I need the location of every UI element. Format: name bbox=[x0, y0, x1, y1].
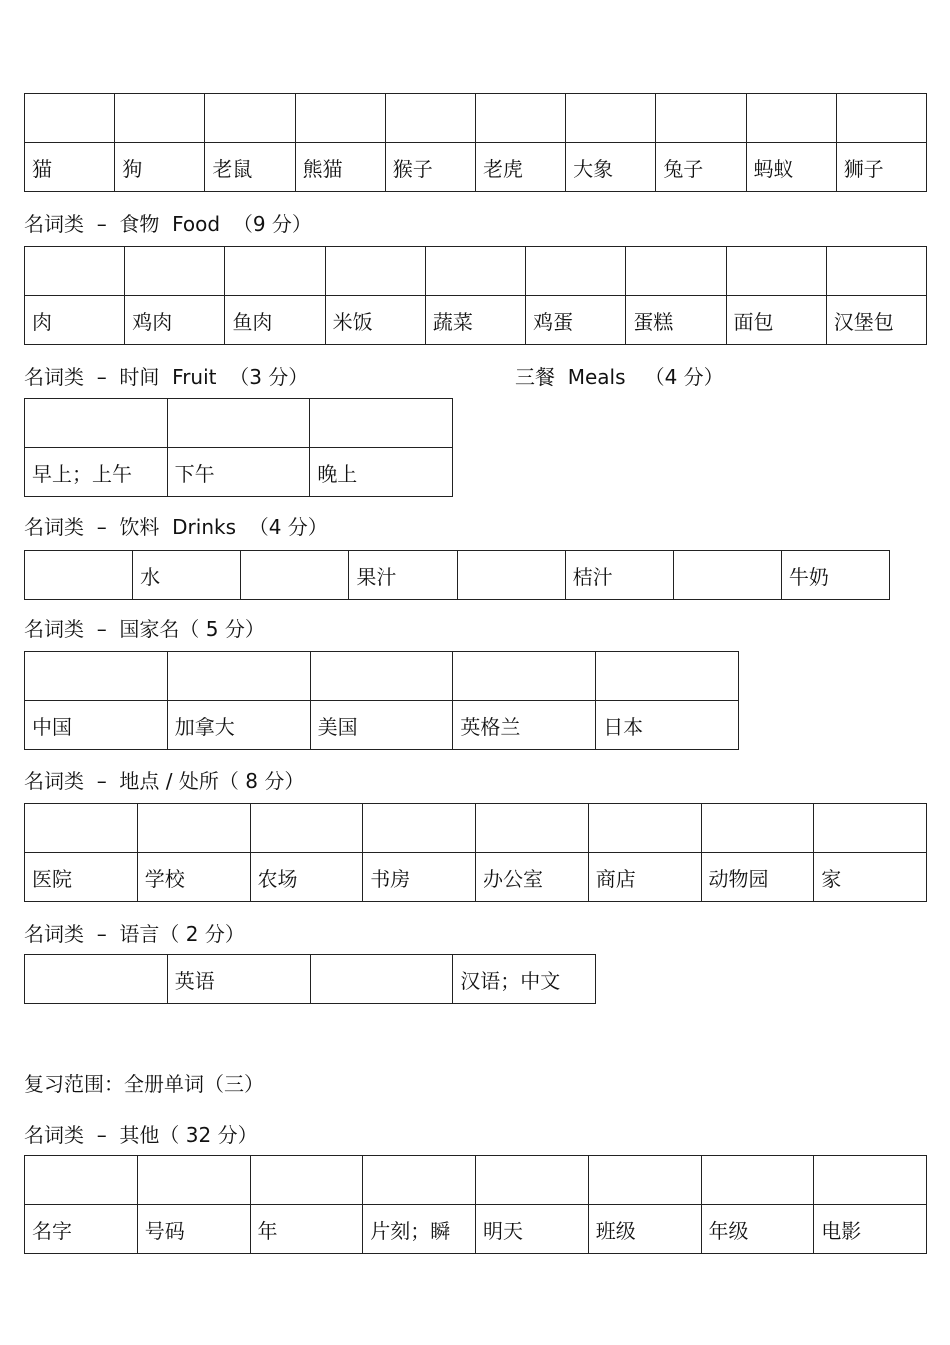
answer-row bbox=[25, 1156, 927, 1205]
word-cell: 汉语；中文 bbox=[453, 955, 596, 1004]
answer-cell[interactable] bbox=[25, 551, 133, 600]
answer-cell[interactable] bbox=[588, 1156, 701, 1205]
review-heading: 复习范围：全册单词（三） bbox=[24, 1072, 264, 1096]
word-cell: 水 bbox=[133, 551, 241, 600]
answer-cell[interactable] bbox=[457, 551, 565, 600]
answer-cell[interactable] bbox=[363, 804, 476, 853]
word-cell: 中国 bbox=[25, 701, 168, 750]
answer-cell[interactable] bbox=[25, 652, 168, 701]
answer-cell[interactable] bbox=[167, 652, 310, 701]
others-table bbox=[24, 1155, 927, 1254]
others-heading: 名词类 – 其他（ 32 分） bbox=[24, 1123, 258, 1147]
answer-cell[interactable] bbox=[588, 804, 701, 853]
word-cell: 日本 bbox=[596, 701, 739, 750]
answer-cell[interactable] bbox=[25, 94, 115, 143]
word-cell: 班级 bbox=[588, 1205, 701, 1254]
answer-cell[interactable] bbox=[566, 94, 656, 143]
word-cell: 英语 bbox=[167, 955, 310, 1004]
answer-cell[interactable] bbox=[836, 94, 926, 143]
answer-cell[interactable] bbox=[526, 247, 626, 296]
word-cell: 大象 bbox=[566, 143, 656, 192]
word-cell: 狗 bbox=[115, 143, 205, 192]
word-cell: 美国 bbox=[310, 701, 453, 750]
answer-cell[interactable] bbox=[701, 1156, 814, 1205]
word-cell: 晚上 bbox=[310, 448, 453, 497]
word-cell: 肉 bbox=[25, 296, 125, 345]
word-cell: 年级 bbox=[701, 1205, 814, 1254]
time-table bbox=[24, 398, 453, 497]
answer-cell[interactable] bbox=[814, 1156, 927, 1205]
word-cell: 老鼠 bbox=[205, 143, 295, 192]
answer-cell[interactable] bbox=[25, 955, 168, 1004]
word-cell: 面包 bbox=[726, 296, 826, 345]
meals-heading: 三餐 Meals （4 分） bbox=[515, 365, 724, 389]
word-row bbox=[25, 296, 927, 345]
word-cell: 老虎 bbox=[475, 143, 565, 192]
places-heading: 名词类 – 地点 / 处所（ 8 分） bbox=[24, 769, 305, 793]
answer-cell[interactable] bbox=[25, 399, 168, 448]
answer-cell[interactable] bbox=[475, 94, 565, 143]
languages-table bbox=[24, 954, 596, 1004]
answer-cell[interactable] bbox=[25, 247, 125, 296]
word-cell: 书房 bbox=[363, 853, 476, 902]
word-cell: 名字 bbox=[25, 1205, 138, 1254]
answer-cell[interactable] bbox=[673, 551, 781, 600]
drinks-heading: 名词类 – 饮料 Drinks （4 分） bbox=[24, 515, 328, 539]
word-cell: 农场 bbox=[250, 853, 363, 902]
drinks-table bbox=[24, 550, 890, 600]
word-row bbox=[25, 955, 596, 1004]
countries-table bbox=[24, 651, 739, 750]
places-table bbox=[24, 803, 927, 902]
answer-cell[interactable] bbox=[167, 399, 310, 448]
answer-cell[interactable] bbox=[385, 94, 475, 143]
answer-cell[interactable] bbox=[205, 94, 295, 143]
word-cell: 蚂蚁 bbox=[746, 143, 836, 192]
word-cell: 猴子 bbox=[385, 143, 475, 192]
answer-cell[interactable] bbox=[310, 399, 453, 448]
word-cell: 汉堡包 bbox=[826, 296, 926, 345]
word-cell: 家 bbox=[814, 853, 927, 902]
answer-cell[interactable] bbox=[656, 94, 746, 143]
word-cell: 果汁 bbox=[349, 551, 457, 600]
word-cell: 动物园 bbox=[701, 853, 814, 902]
answer-cell[interactable] bbox=[225, 247, 325, 296]
word-cell: 鱼肉 bbox=[225, 296, 325, 345]
word-cell: 号码 bbox=[137, 1205, 250, 1254]
word-cell: 年 bbox=[250, 1205, 363, 1254]
answer-cell[interactable] bbox=[137, 1156, 250, 1205]
word-row bbox=[25, 551, 890, 600]
answer-cell[interactable] bbox=[626, 247, 726, 296]
answer-row bbox=[25, 652, 739, 701]
word-cell: 办公室 bbox=[476, 853, 589, 902]
answer-row bbox=[25, 399, 453, 448]
countries-heading: 名词类 – 国家名（ 5 分） bbox=[24, 617, 265, 641]
answer-cell[interactable] bbox=[137, 804, 250, 853]
answer-cell[interactable] bbox=[476, 1156, 589, 1205]
answer-cell[interactable] bbox=[476, 804, 589, 853]
word-cell: 英格兰 bbox=[453, 701, 596, 750]
answer-cell[interactable] bbox=[125, 247, 225, 296]
food-table bbox=[24, 246, 927, 345]
word-row bbox=[25, 701, 739, 750]
languages-heading: 名词类 – 语言（ 2 分） bbox=[24, 922, 245, 946]
answer-cell[interactable] bbox=[25, 1156, 138, 1205]
word-row bbox=[25, 853, 927, 902]
answer-cell[interactable] bbox=[701, 804, 814, 853]
word-cell: 熊猫 bbox=[295, 143, 385, 192]
word-cell: 米饭 bbox=[325, 296, 425, 345]
word-cell: 鸡肉 bbox=[125, 296, 225, 345]
word-cell: 早上；上午 bbox=[25, 448, 168, 497]
food-heading: 名词类 – 食物 Food （9 分） bbox=[24, 212, 312, 236]
answer-cell[interactable] bbox=[425, 247, 525, 296]
answer-cell[interactable] bbox=[241, 551, 349, 600]
word-cell: 下午 bbox=[167, 448, 310, 497]
answer-cell[interactable] bbox=[726, 247, 826, 296]
word-cell: 蔬菜 bbox=[425, 296, 525, 345]
answer-cell[interactable] bbox=[746, 94, 836, 143]
word-cell: 牛奶 bbox=[781, 551, 889, 600]
word-cell: 桔汁 bbox=[565, 551, 673, 600]
answer-cell[interactable] bbox=[363, 1156, 476, 1205]
answer-cell[interactable] bbox=[250, 804, 363, 853]
word-cell: 医院 bbox=[25, 853, 138, 902]
answer-row bbox=[25, 94, 927, 143]
word-row bbox=[25, 143, 927, 192]
answer-cell[interactable] bbox=[453, 652, 596, 701]
word-cell: 鸡蛋 bbox=[526, 296, 626, 345]
answer-cell[interactable] bbox=[325, 247, 425, 296]
answer-cell[interactable] bbox=[596, 652, 739, 701]
answer-row bbox=[25, 247, 927, 296]
answer-cell[interactable] bbox=[25, 804, 138, 853]
answer-cell[interactable] bbox=[250, 1156, 363, 1205]
word-cell: 蛋糕 bbox=[626, 296, 726, 345]
word-cell: 片刻；瞬 bbox=[363, 1205, 476, 1254]
answer-cell[interactable] bbox=[295, 94, 385, 143]
answer-cell[interactable] bbox=[814, 804, 927, 853]
answer-cell[interactable] bbox=[826, 247, 926, 296]
answer-cell[interactable] bbox=[310, 955, 453, 1004]
word-cell: 学校 bbox=[137, 853, 250, 902]
word-cell: 猫 bbox=[25, 143, 115, 192]
answer-cell[interactable] bbox=[310, 652, 453, 701]
word-cell: 狮子 bbox=[836, 143, 926, 192]
answer-cell[interactable] bbox=[115, 94, 205, 143]
word-row bbox=[25, 448, 453, 497]
word-cell: 加拿大 bbox=[167, 701, 310, 750]
animals-table bbox=[24, 93, 927, 192]
time-heading: 名词类 – 时间 Fruit （3 分） bbox=[24, 365, 309, 389]
word-cell: 电影 bbox=[814, 1205, 927, 1254]
answer-row bbox=[25, 804, 927, 853]
word-cell: 兔子 bbox=[656, 143, 746, 192]
word-row bbox=[25, 1205, 927, 1254]
word-cell: 明天 bbox=[476, 1205, 589, 1254]
word-cell: 商店 bbox=[588, 853, 701, 902]
